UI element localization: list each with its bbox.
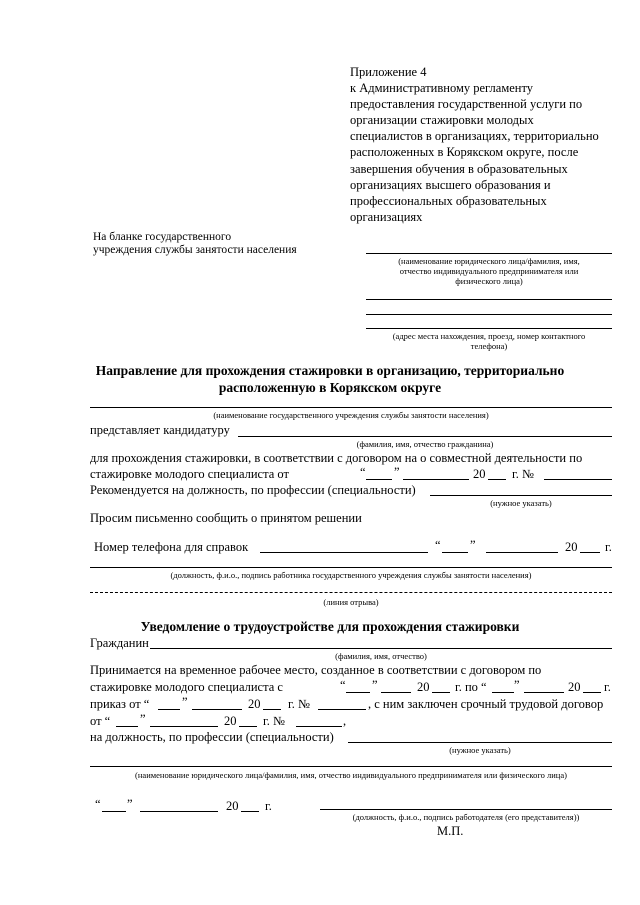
contract-number-field[interactable] <box>544 479 612 480</box>
quote-close: ” <box>127 797 133 811</box>
presents-label: представляет кандидатуру <box>90 423 230 437</box>
appendix-line: Приложение 4 <box>350 65 427 79</box>
quote-close: ” <box>470 538 476 552</box>
start-month-field[interactable] <box>381 692 411 693</box>
year-prefix: 20 <box>473 467 486 481</box>
request-text: Просим письменно сообщить о принятом решении <box>90 511 362 525</box>
recipient-name-line[interactable] <box>366 253 612 254</box>
labor-contract-number-label: г. № <box>263 714 285 728</box>
notice-text <box>90 663 612 677</box>
quote-open: “ <box>435 538 441 552</box>
caption-recipient-name: (наименование юридического лица/фамилия, имя, <box>398 256 580 266</box>
labor-contract-year-field[interactable] <box>239 726 257 727</box>
notice-title: Уведомление о трудоустройстве для прохождения стажировки <box>140 619 520 634</box>
quote-close: ” <box>140 712 146 726</box>
quote-open: “ <box>360 465 366 479</box>
notice-position-label: на должность, по профессии (специальности) <box>90 730 334 744</box>
order-number-field[interactable] <box>318 709 366 710</box>
signature-line[interactable] <box>90 567 612 568</box>
position-field[interactable] <box>430 495 612 496</box>
employer-name-line[interactable] <box>90 766 612 767</box>
citizen-label: Гражданин <box>90 636 149 650</box>
appendix-line: расположенных в Корякском округе, после <box>350 145 579 160</box>
notice-day-field[interactable] <box>102 811 126 812</box>
year-prefix: 20 <box>226 799 239 813</box>
year-suffix: г. <box>604 680 611 694</box>
contract-number-label: г. № <box>512 467 534 481</box>
employer-signature-line[interactable] <box>320 809 612 810</box>
labor-contract-month-field[interactable] <box>150 726 218 727</box>
notice-month-field[interactable] <box>140 811 218 812</box>
caption-employee-signature: (должность, ф.и.о., подпись работника государственного учреждения службы занятости населения) <box>170 570 532 580</box>
phone-field[interactable] <box>260 552 428 553</box>
appendix-line: организациях высшего образования и <box>350 177 551 192</box>
year-suffix: г. <box>605 540 612 554</box>
recipient-address-line[interactable] <box>366 314 612 315</box>
notice-year-field[interactable] <box>241 811 259 812</box>
year-prefix: 20 <box>248 697 261 711</box>
quote-close: ” <box>372 678 378 692</box>
year-suffix: г. <box>265 799 272 813</box>
order-line-end: , с ним заключен срочный трудовой договор <box>368 697 604 711</box>
notice-position-field[interactable] <box>348 742 612 743</box>
notice-text-line: Принимается на временное рабочее место, созданное в соответствии с договором по <box>90 663 542 677</box>
labor-contract-number-field[interactable] <box>296 726 342 727</box>
order-year-field[interactable] <box>263 709 281 710</box>
direction-text-line: для прохождения стажировки, в соответствии с договором на о совместной деятельности по <box>90 451 583 465</box>
notice-line2-label: стажировке молодого специалиста с <box>90 680 283 694</box>
labor-contract-day-field[interactable] <box>116 726 138 727</box>
year-prefix: 20 <box>224 714 237 728</box>
end-year-field[interactable] <box>583 692 601 693</box>
appendix-line: организациях <box>350 209 423 224</box>
stamp-place: М.П. <box>437 824 464 838</box>
phone-day-field[interactable] <box>442 552 468 553</box>
order-month-field[interactable] <box>192 709 242 710</box>
contract-year-field[interactable] <box>488 479 506 480</box>
appendix-line: предоставления государственной услуги по <box>350 97 583 112</box>
caption-recipient-name: физического лица) <box>455 276 523 286</box>
appendix-line: завершения обучения в образовательных <box>350 161 568 176</box>
year-prefix: 20 <box>568 680 581 694</box>
caption-tear-line: (линия отрыва) <box>323 597 379 607</box>
phone-label: Номер телефона для справок <box>94 540 249 554</box>
contract-day-field[interactable] <box>366 479 392 480</box>
letterhead-note: учреждения службы занятости населения <box>93 244 297 256</box>
appendix-line: к Административному регламенту <box>350 81 534 96</box>
agency-name-line[interactable] <box>90 407 612 408</box>
contract-from-label: от “ <box>90 714 111 728</box>
caption-candidate-fio: (фамилия, имя, отчество гражданина) <box>356 439 494 449</box>
year-prefix: 20 <box>417 680 430 694</box>
end-day-field[interactable] <box>492 692 514 693</box>
quote-open: “ <box>95 797 101 811</box>
order-day-field[interactable] <box>158 709 180 710</box>
period-to-label: г. по “ <box>455 680 487 694</box>
end-month-field[interactable] <box>524 692 564 693</box>
candidate-name-line[interactable] <box>238 436 612 437</box>
caption-citizen-fio: (фамилия, имя, отчество) <box>335 651 427 661</box>
appendix-block <box>350 64 620 225</box>
recipient-address-line[interactable] <box>366 328 612 329</box>
tear-line <box>90 592 612 593</box>
quote-close: ” <box>394 465 400 479</box>
recommended-label: Рекомендуется на должность, по профессии (специальности) <box>90 483 416 497</box>
caption-recipient-address: (адрес места нахождения, проезд, номер контактного <box>392 331 586 341</box>
order-number-label: г. № <box>288 697 310 711</box>
phone-year-field[interactable] <box>580 552 600 553</box>
caption-employer-signature: (должность, ф.и.о., подпись работодателя (его представителя)) <box>352 812 580 822</box>
contract-month-field[interactable] <box>403 479 469 480</box>
appendix-line: специалистов в организациях, территориально <box>350 129 599 144</box>
quote-close: ” <box>182 695 188 709</box>
letterhead-note: На бланке государственного <box>93 231 232 243</box>
caption-recipient-name: отчество индивидуального предпринимателя или <box>399 266 579 276</box>
quote-open: “ <box>340 678 346 692</box>
phone-month-field[interactable] <box>486 552 558 553</box>
contract-date-label: стажировке молодого специалиста от <box>90 467 289 481</box>
caption-employer: (наименование юридического лица/фамилия, имя, отчество индивидуального предпринимателя или физического лица) <box>135 770 567 780</box>
order-label: приказ от “ <box>90 697 150 711</box>
direction-text <box>90 451 612 465</box>
caption-recipient-address: телефона) <box>470 341 508 351</box>
caption-specify: (нужное указать) <box>449 745 511 755</box>
direction-title: Направление для прохождения стажировки в организацию, территориально <box>95 363 565 378</box>
start-year-field[interactable] <box>432 692 450 693</box>
citizen-name-line[interactable] <box>150 648 612 649</box>
recipient-address-line[interactable] <box>366 299 612 300</box>
caption-agency: (наименование государственного учреждения службы занятости населения) <box>213 410 489 420</box>
direction-title: расположенную в Корякском округе <box>218 380 442 395</box>
appendix-line: организации стажировки молодых <box>350 113 534 128</box>
year-prefix: 20 <box>565 540 578 554</box>
comma: , <box>343 714 347 728</box>
appendix-line: профессиональных образовательных <box>350 193 547 208</box>
caption-specify: (нужное указать) <box>490 498 552 508</box>
start-day-field[interactable] <box>346 692 370 693</box>
quote-close: ” <box>514 678 520 692</box>
